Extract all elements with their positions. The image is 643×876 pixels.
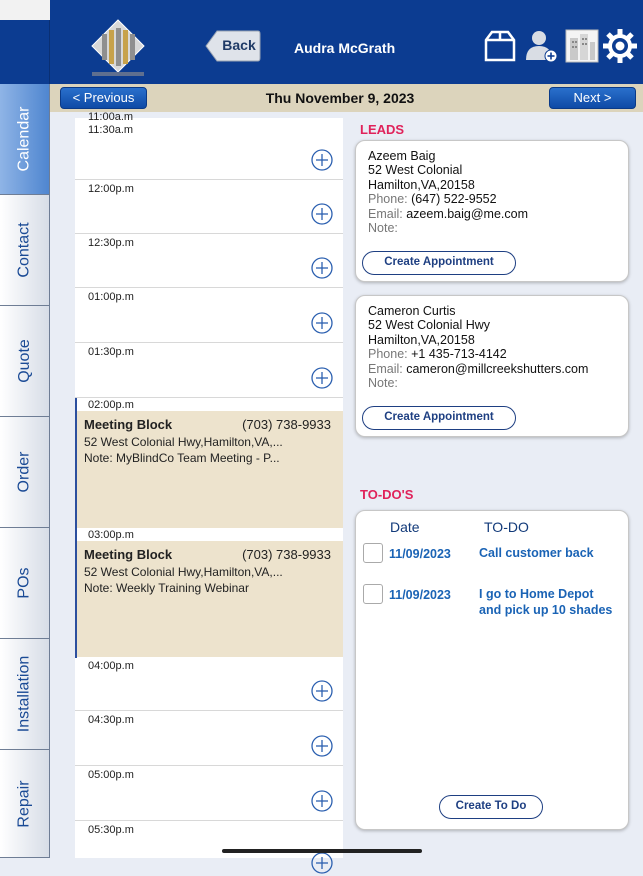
time-slot[interactable] (75, 288, 343, 343)
create-appointment-button[interactable]: Create Appointment (362, 406, 516, 430)
add-appointment-icon[interactable] (311, 680, 333, 702)
corner-block (0, 0, 50, 84)
appointment-block[interactable] (75, 411, 343, 528)
lead-address: 52 West Colonial (368, 163, 463, 177)
todo-date: 11/09/2023 (389, 547, 451, 561)
calendar-day-view[interactable] (75, 111, 343, 858)
leads-title: LEADS (360, 122, 405, 137)
lead-phone: (647) 522-9552 (411, 192, 497, 206)
create-todo-button[interactable]: Create To Do (439, 795, 543, 819)
lead-email-row (368, 362, 588, 376)
time-slot[interactable] (75, 122, 343, 180)
lead-email-row (368, 207, 528, 221)
back-button[interactable] (205, 30, 261, 62)
lead-card[interactable] (355, 295, 629, 437)
todos-title: TO-DO'S (360, 487, 414, 502)
tab-pos[interactable] (0, 528, 50, 639)
box-icon[interactable] (482, 28, 518, 64)
gear-icon[interactable] (602, 28, 638, 64)
email-key: Email: (368, 207, 403, 221)
company-logo (88, 18, 148, 78)
next-button[interactable]: Next > (549, 87, 636, 109)
back-button-label: Back (222, 37, 256, 53)
todo-card (355, 510, 629, 830)
appointment-title: Meeting Block (84, 417, 173, 432)
tab-label: Installation (15, 655, 33, 733)
tab-repair[interactable] (0, 750, 50, 858)
appointment-phone: (703) 738-9933 (242, 417, 331, 432)
appointment-address: 52 West Colonial Hwy,Hamilton,VA,... (84, 565, 283, 579)
slot-time: 05:30p.m (88, 824, 134, 836)
lead-address: 52 West Colonial Hwy (368, 318, 491, 332)
todo-text[interactable]: I go to Home Depot and pick up 10 shades (479, 587, 613, 617)
appointment-phone: (703) 738-9933 (242, 547, 331, 562)
lead-email: cameron@millcreekshutters.com (406, 362, 589, 376)
slot-time: 11:00a.m (88, 111, 134, 123)
lead-phone-row (368, 192, 497, 206)
time-slot (75, 112, 343, 122)
time-slot[interactable] (75, 343, 343, 398)
email-key: Email: (368, 362, 403, 376)
phone-key: Phone: (368, 347, 408, 361)
time-slot (75, 528, 343, 542)
appointment-block[interactable] (75, 541, 343, 657)
lead-city: Hamilton,VA,20158 (368, 178, 475, 192)
appointment-indicator (75, 398, 77, 658)
todo-text-header: TO-DO (484, 519, 529, 535)
add-user-icon[interactable] (524, 28, 560, 64)
tab-order[interactable] (0, 417, 50, 528)
slot-time: 04:00p.m (88, 660, 134, 672)
time-slot[interactable] (75, 711, 343, 766)
todo-checkbox[interactable] (363, 584, 383, 604)
slot-time: 11:30a.m (88, 124, 134, 136)
todo-checkbox[interactable] (363, 543, 383, 563)
phone-key: Phone: (368, 192, 408, 206)
time-slot[interactable] (75, 234, 343, 288)
time-slot[interactable] (75, 180, 343, 234)
building-icon[interactable] (564, 28, 600, 64)
slot-time: 02:00p.m (88, 399, 134, 411)
lead-name: Azeem Baig (368, 149, 436, 163)
todo-date-header: Date (390, 519, 420, 535)
add-appointment-icon[interactable] (311, 735, 333, 757)
appointment-note: Note: MyBlindCo Team Meeting - P... (84, 451, 280, 465)
lead-phone: +1 435-713-4142 (411, 347, 507, 361)
todo-date: 11/09/2023 (389, 588, 451, 602)
lead-city: Hamilton,VA,20158 (368, 333, 475, 347)
lead-card[interactable] (355, 140, 629, 282)
tab-label: Order (15, 451, 33, 493)
slot-time: 12:00p.m (88, 183, 134, 195)
lead-note: Note: (368, 221, 398, 235)
tab-label: POs (15, 567, 33, 599)
appointment-title: Meeting Block (84, 547, 173, 562)
slot-time: 04:30p.m (88, 714, 134, 726)
tab-label: Contact (15, 222, 33, 278)
add-appointment-icon[interactable] (311, 312, 333, 334)
add-appointment-icon[interactable] (311, 367, 333, 389)
lead-name: Cameron Curtis (368, 304, 456, 318)
slot-time: 01:00p.m (88, 291, 134, 303)
todo-text[interactable]: Call customer back (479, 546, 594, 560)
lead-email: azeem.baig@me.com (406, 207, 528, 221)
lead-note: Note: (368, 376, 398, 390)
add-appointment-icon[interactable] (311, 203, 333, 225)
slot-time: 01:30p.m (88, 346, 134, 358)
appointment-note: Note: Weekly Training Webinar (84, 581, 249, 595)
tab-quote[interactable] (0, 306, 50, 417)
status-strip (0, 0, 50, 20)
slot-time: 12:30p.m (88, 237, 134, 249)
slot-time: 03:00p.m (88, 529, 134, 541)
tab-label: Quote (15, 339, 33, 383)
add-appointment-icon[interactable] (311, 149, 333, 171)
add-appointment-icon[interactable] (311, 790, 333, 812)
home-indicator (222, 849, 422, 853)
appointment-address: 52 West Colonial Hwy,Hamilton,VA,... (84, 435, 283, 449)
current-date: Thu November 9, 2023 (265, 90, 415, 106)
slot-time: 05:00p.m (88, 769, 134, 781)
user-name: Audra McGrath (294, 40, 396, 56)
lead-phone-row (368, 347, 507, 361)
previous-button[interactable]: < Previous (60, 87, 147, 109)
tab-calendar[interactable] (0, 84, 50, 195)
add-appointment-icon[interactable] (311, 852, 333, 874)
tab-contact[interactable] (0, 195, 50, 306)
create-appointment-button[interactable]: Create Appointment (362, 251, 516, 275)
tab-label: Repair (15, 779, 33, 828)
time-slot[interactable] (75, 766, 343, 821)
tab-label: Calendar (15, 106, 33, 172)
time-slot[interactable] (75, 657, 343, 711)
add-appointment-icon[interactable] (311, 257, 333, 279)
tab-installation[interactable] (0, 639, 50, 750)
